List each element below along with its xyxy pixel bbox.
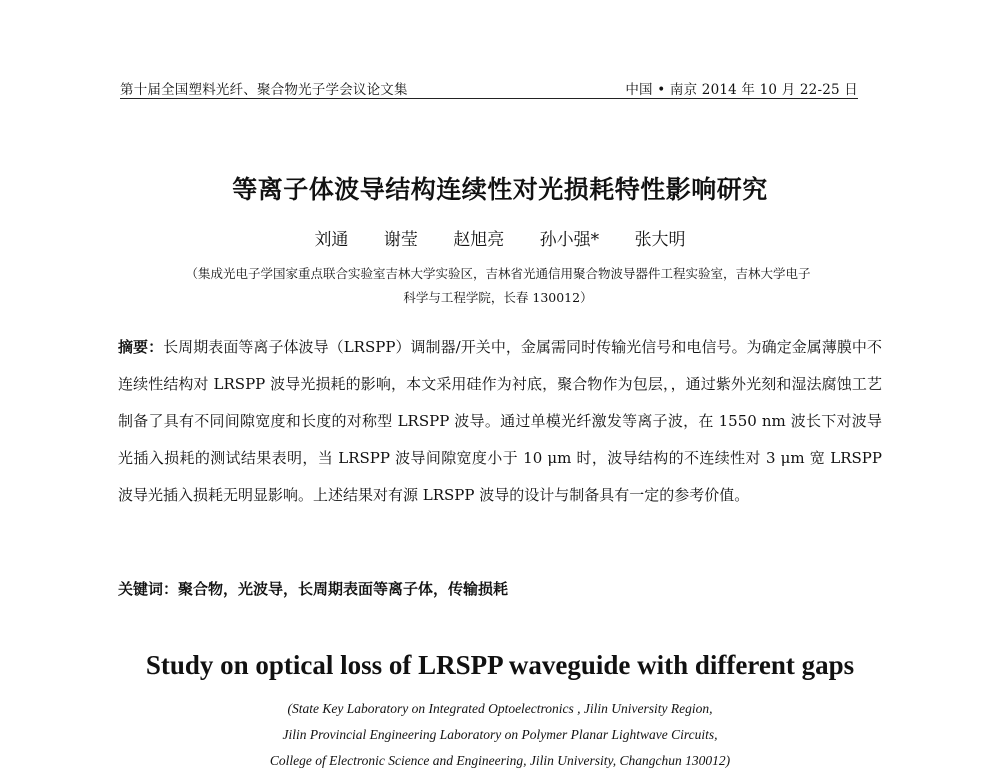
running-header (120, 76, 858, 99)
keywords-text: 聚合物，光波导，长周期表面等离子体，传输损耗 (178, 580, 509, 598)
paper-title-chinese: 等离子体波导结构连续性对光损耗特性影响研究 (232, 175, 768, 204)
affiliation-line: College of Electronic Science and Engineering, Jilin University, Changchun 130012) (269, 753, 731, 768)
affiliation-line: （集成光电子学国家重点联合实验室吉林大学实验区，吉林省光通信用聚合物波导器件工程实验室，吉林大学电子 (185, 266, 811, 281)
author: 刘通 (314, 230, 349, 250)
keywords-label: 关键词： (118, 580, 179, 598)
affiliation-line: Jilin Provincial Engineering Laboratory on Polymer Planar Lightwave Circuits, (282, 727, 718, 742)
abstract-text: 长周期表面等离子体波导（LRSPP）调制器/开关中，金属需同时传输光信号和电信号。为确定金属薄膜中不连续性结构对 LRSPP 波导光损耗的影响，本文采用硅作为衬底，聚合物作为包层，，通过紫外光刻和湿法腐蚀工艺制备了具有不同间隙宽度和长度的对称型 LRSPP 波导。通过单模光纤激发等离子波，在 1550 nm 波长下对波导光插入损耗的测试结果表明，当 LRSPP 波导间隙宽度小于 10 μm 时，波导结构的不连续性对 3 μm 宽 LRSPP 波导光插入损耗无明显影响。上述结果对有源 LRSPP 波导的设计与制备具有一定的参考价值。 (118, 338, 882, 504)
keywords (118, 578, 882, 599)
affiliation-line: (State Key Laboratory on Integrated Optoelectronics , Jilin University Region, (287, 701, 713, 716)
affiliation-chinese (118, 262, 878, 310)
abstract (118, 329, 882, 514)
abstract-label: 摘要： (118, 338, 164, 356)
affiliation-line: 科学与工程学院，长春 130012） (403, 290, 593, 305)
affiliation-english (0, 696, 1000, 774)
author: 赵旭亮 (453, 230, 505, 250)
paper-title-english: Study on optical loss of LRSPP waveguide with different gaps (145, 650, 855, 680)
author-list (0, 225, 1000, 250)
author: 谢莹 (383, 230, 418, 250)
header-proceedings-title: 第十届全国塑料光纤、聚合物光子学会议论文集 (120, 82, 408, 98)
author: 孙小强* (539, 230, 600, 250)
header-location-date: 中国 • 南京 2014 年 10 月 22-25 日 (625, 82, 858, 98)
author: 张大明 (634, 230, 686, 250)
